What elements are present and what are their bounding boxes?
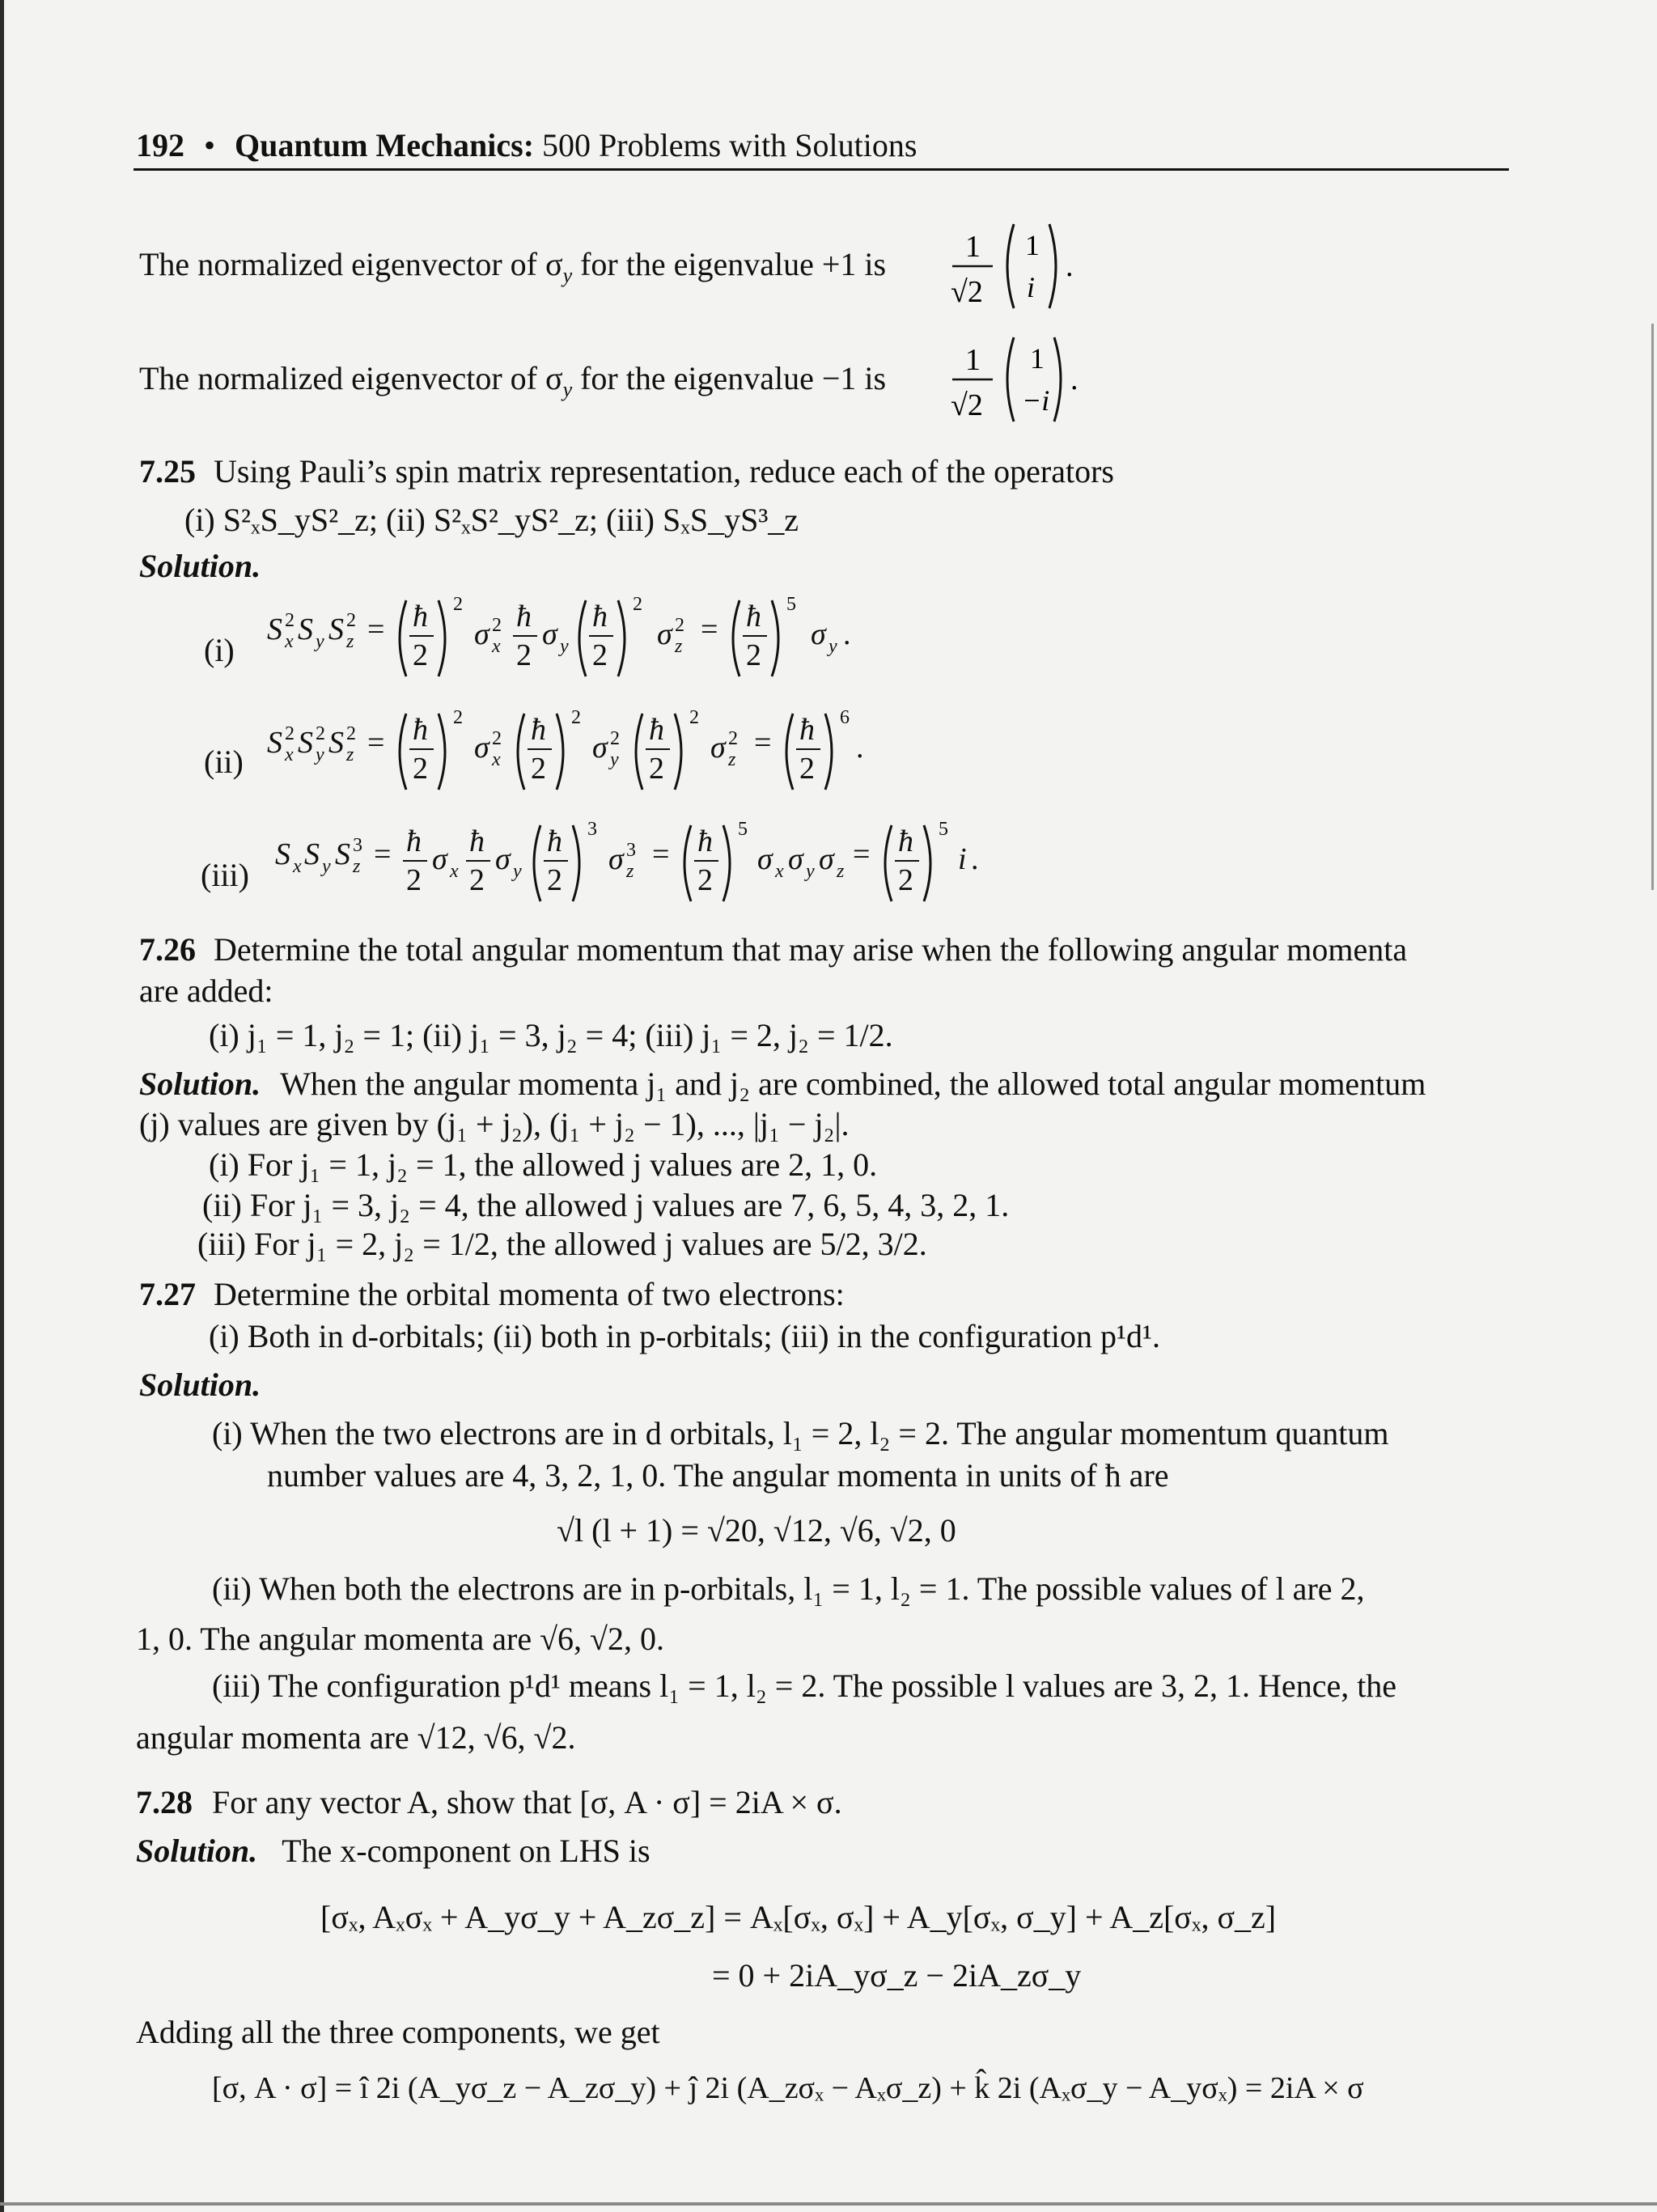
solution-7-26-line-1: [139, 1068, 1426, 1100]
svg-text:z: z: [346, 744, 354, 765]
svg-text:ħ: ħ: [746, 600, 761, 634]
page-number: 192: [136, 127, 184, 163]
svg-text:2: 2: [592, 638, 608, 672]
svg-text:2: 2: [516, 638, 532, 672]
svg-text:2: 2: [492, 728, 502, 749]
svg-text:2: 2: [453, 594, 463, 615]
left-paren-2: [1007, 337, 1014, 422]
svg-text:y: y: [322, 856, 331, 877]
svg-text:2: 2: [316, 723, 325, 744]
svg-text:2: 2: [799, 752, 815, 786]
svg-text:5: 5: [786, 594, 796, 615]
svg-text:2: 2: [492, 615, 502, 636]
eq-i-label: (i): [204, 632, 235, 668]
solution-text: When the angular momenta j₁ and j₂ are combined, the allowed total angular momentum: [280, 1066, 1426, 1102]
svg-text:x: x: [285, 744, 294, 765]
scan-left-edge: [0, 0, 4, 2212]
svg-text:2: 2: [689, 707, 699, 728]
svg-text:.: .: [856, 731, 864, 765]
svg-text:S: S: [267, 726, 282, 760]
problem-7-27: [139, 1278, 845, 1311]
svg-text:3: 3: [626, 840, 636, 861]
svg-text:σ: σ: [757, 842, 773, 876]
svg-text:x: x: [775, 861, 784, 882]
commutator-equation-2: = 0 + 2iA_yσ_z − 2iA_zσ_y: [712, 1957, 1082, 1994]
problem-7-25: [139, 453, 1114, 489]
solution-label-7-27: Solution.: [139, 1367, 261, 1403]
eq-ii-label: (ii): [204, 744, 244, 780]
scan-right-mark: [1651, 324, 1654, 890]
problem-7-28: [136, 1786, 842, 1819]
right-paren-1: [1049, 224, 1056, 308]
svg-text:σ: σ: [474, 731, 489, 765]
svg-text:ħ: ħ: [547, 824, 562, 858]
svg-text:2: 2: [453, 707, 463, 728]
frac-den-1: √2: [951, 275, 983, 309]
svg-text:.: .: [971, 842, 979, 876]
svg-text:6: 6: [840, 707, 850, 728]
solution-label-7-28: Solution.: [136, 1833, 258, 1869]
svg-text:2: 2: [413, 638, 428, 672]
svg-text:S: S: [304, 837, 320, 871]
svg-text:S: S: [298, 612, 313, 646]
svg-text:ħ: ħ: [469, 824, 485, 858]
svg-text:2: 2: [571, 707, 581, 728]
final-equation: [σ, A · σ] = î 2i (A_yσ_z − A_zσ_y) + ĵ 2i (A_zσₓ − Aₓσ_z) + k̂ 2i (Aₓσ_y − A_yσₓ) = 2iA × σ: [212, 2071, 1364, 2105]
part-iii-line-1: (iii) The configuration p¹d¹ means l₁ = 1, l₂ = 2. The possible l values are 3, 2, 1. Hence, the: [212, 1667, 1397, 1704]
svg-text:x: x: [293, 856, 302, 877]
svg-text:z: z: [728, 749, 736, 770]
svg-text:=: =: [374, 837, 392, 871]
svg-text:x: x: [285, 631, 294, 652]
problem-statement: For any vector A, show that [σ, A · σ] = 2iA × σ.: [212, 1784, 842, 1820]
svg-text:.: .: [843, 617, 851, 651]
equation-i: [267, 589, 1076, 686]
svg-text:2: 2: [469, 863, 485, 897]
vec2-top: 1: [1030, 342, 1045, 375]
solution-text: The x-component on LHS is: [282, 1833, 651, 1869]
svg-text:=: =: [853, 837, 871, 871]
solution-label-7-25: Solution.: [139, 548, 261, 584]
svg-text:2: 2: [728, 728, 738, 749]
commutator-equation-1: [σₓ, Aₓσₓ + A_yσ_y + A_zσ_z] = Aₓ[σₓ, σₓ] + A_y[σₓ, σ_y] + A_z[σₓ, σ_z]: [320, 1899, 1277, 1935]
running-header: [136, 129, 917, 162]
adding-components-text: Adding all the three components, we get: [136, 2014, 660, 2050]
eigenvector-minus-one: [951, 328, 1129, 433]
svg-text:x: x: [450, 861, 459, 882]
eigen-line-1-text: The normalized eigenvector of σ: [139, 246, 563, 282]
right-paren-2: [1054, 337, 1061, 422]
svg-text:S: S: [267, 612, 282, 646]
svg-text:2: 2: [346, 610, 356, 631]
svg-text:2: 2: [547, 863, 562, 897]
svg-text:y: y: [560, 636, 569, 657]
svg-text:=: =: [652, 837, 670, 871]
svg-text:ħ: ħ: [697, 824, 713, 858]
svg-text:2: 2: [675, 615, 684, 636]
svg-text:σ: σ: [495, 842, 511, 876]
svg-text:ħ: ħ: [413, 713, 428, 747]
frac-num-2: 1: [965, 343, 981, 377]
answer-i: (i) For j₁ = 1, j₂ = 1, the allowed j values are 2, 1, 0.: [209, 1146, 878, 1183]
equation-iii: [275, 814, 1084, 911]
svg-text:y: y: [316, 744, 324, 765]
svg-text:ħ: ħ: [516, 600, 532, 634]
problem-statement: Determine the total angular momentum that may arise when the following angular momenta: [214, 931, 1408, 968]
svg-text:2: 2: [697, 863, 713, 897]
svg-text:ħ: ħ: [898, 824, 913, 858]
answer-iii: (iii) For j₁ = 2, j₂ = 1/2, the allowed j values are 5/2, 3/2.: [197, 1226, 927, 1262]
part-iii-line-2: angular momenta are √12, √6, √2.: [136, 1719, 576, 1756]
part-i-equation: √l (l + 1) = √20, √12, √6, √2, 0: [557, 1512, 956, 1549]
frac-den-2: √2: [951, 388, 983, 422]
frac-num-1: 1: [965, 230, 981, 264]
problem-7-25-parts: (i) S²ₓS_yS²_z; (ii) S²ₓS²_yS²_z; (iii) SₓS_yS³_z: [184, 502, 799, 538]
svg-text:=: =: [367, 612, 385, 646]
problem-number: 7.27: [139, 1276, 196, 1312]
svg-text:=: =: [701, 612, 718, 646]
svg-text:z: z: [675, 636, 683, 657]
vec1-bottom: i: [1027, 271, 1036, 303]
answer-ii: (ii) For j₁ = 3, j₂ = 4, the allowed j values are 7, 6, 5, 4, 3, 2, 1.: [202, 1187, 1010, 1223]
svg-text:2: 2: [746, 638, 761, 672]
eigenvector-plus-one: [951, 214, 1129, 320]
svg-text:σ: σ: [710, 731, 726, 765]
svg-text:ħ: ħ: [413, 600, 428, 634]
svg-text:2: 2: [531, 752, 546, 786]
svg-text:2: 2: [285, 610, 295, 631]
book-subtitle: 500 Problems with Solutions: [542, 127, 917, 163]
equation-ii: [267, 702, 1076, 799]
svg-text:σ: σ: [474, 617, 489, 651]
problem-7-26-parts: (i) j₁ = 1, j₂ = 1; (ii) j₁ = 3, j₂ = 4; (iii) j₁ = 2, j₂ = 1/2.: [209, 1017, 893, 1053]
svg-text:y: y: [316, 631, 324, 652]
svg-text:σ: σ: [432, 842, 447, 876]
eigen-line-2-sub: y: [562, 378, 573, 401]
svg-text:2: 2: [406, 863, 422, 897]
period-2: .: [1070, 362, 1079, 396]
problem-7-26: [139, 931, 1408, 968]
svg-text:σ: σ: [608, 842, 624, 876]
scan-bottom-edge: [0, 2202, 1657, 2206]
left-paren-1: [1007, 224, 1014, 308]
svg-text:y: y: [828, 636, 837, 657]
eigen-line-2-rest: for the eigenvalue −1 is: [580, 360, 887, 396]
problem-statement: Determine the orbital momenta of two electrons:: [214, 1276, 845, 1312]
svg-text:2: 2: [610, 728, 620, 749]
header-rule: [133, 168, 1509, 171]
svg-text:2: 2: [633, 594, 642, 615]
svg-text:i: i: [958, 842, 967, 876]
svg-text:5: 5: [939, 819, 948, 840]
problem-number: 7.28: [136, 1784, 193, 1820]
svg-text:z: z: [346, 631, 354, 652]
part-i-line-1: (i) When the two electrons are in d orbitals, l₁ = 2, l₂ = 2. The angular momentum quantum: [212, 1415, 1389, 1451]
svg-text:σ: σ: [819, 842, 834, 876]
svg-text:σ: σ: [592, 731, 608, 765]
svg-text:2: 2: [346, 723, 356, 744]
svg-text:ħ: ħ: [649, 713, 664, 747]
svg-text:3: 3: [587, 819, 597, 840]
svg-text:S: S: [335, 837, 350, 871]
part-ii-line-1: (ii) When both the electrons are in p-orbitals, l₁ = 1, l₂ = 1. The possible values of l are 2,: [212, 1570, 1365, 1607]
solution-label-7-26: Solution.: [139, 1066, 261, 1102]
svg-text:=: =: [367, 726, 385, 760]
book-title: Quantum Mechanics:: [235, 127, 535, 163]
problem-7-27-parts: (i) Both in d-orbitals; (ii) both in p-orbitals; (iii) in the configuration p¹d¹.: [209, 1318, 1161, 1354]
svg-text:ħ: ħ: [531, 713, 546, 747]
svg-text:=: =: [754, 726, 772, 760]
eigen-line-2: [139, 362, 886, 400]
svg-text:y: y: [610, 749, 619, 770]
svg-text:y: y: [513, 861, 522, 882]
problem-number: 7.25: [139, 453, 196, 489]
part-i-line-2: number values are 4, 3, 2, 1, 0. The angular momenta in units of ħ are: [267, 1457, 1169, 1494]
svg-text:σ: σ: [657, 617, 672, 651]
svg-text:y: y: [806, 861, 815, 882]
svg-text:5: 5: [738, 819, 748, 840]
eigen-line-1: [139, 248, 886, 286]
svg-text:x: x: [492, 636, 501, 657]
eigen-line-1-rest: for the eigenvalue +1 is: [580, 246, 887, 282]
svg-text:σ: σ: [788, 842, 803, 876]
problem-statement-cont: are added:: [139, 973, 273, 1009]
problem-statement: Using Pauli’s spin matrix representation, reduce each of the operators: [214, 453, 1114, 489]
svg-text:x: x: [492, 749, 501, 770]
svg-text:2: 2: [649, 752, 664, 786]
svg-text:ħ: ħ: [799, 713, 815, 747]
svg-text:S: S: [275, 837, 290, 871]
problem-number: 7.26: [139, 931, 196, 968]
svg-text:σ: σ: [542, 617, 557, 651]
svg-text:z: z: [353, 856, 361, 877]
svg-text:S: S: [328, 612, 344, 646]
eigen-line-2-text: The normalized eigenvector of σ: [139, 360, 563, 396]
part-ii-line-2: 1, 0. The angular momenta are √6, √2, 0.: [136, 1621, 664, 1657]
header-bullet: •: [204, 127, 216, 163]
eigen-line-1-sub: y: [562, 264, 573, 287]
eq-iii-label: (iii): [201, 857, 249, 893]
vec2-bottom: −i: [1022, 384, 1050, 417]
svg-text:S: S: [298, 726, 313, 760]
svg-text:ħ: ħ: [406, 824, 422, 858]
solution-7-28-line: [136, 1835, 651, 1867]
svg-text:3: 3: [353, 835, 362, 856]
solution-7-26-line-2: (j) values are given by (j₁ + j₂), (j₁ + j₂ − 1), ..., |j₁ − j₂|.: [139, 1106, 850, 1142]
period-1: .: [1066, 249, 1074, 283]
svg-text:2: 2: [285, 723, 295, 744]
svg-text:σ: σ: [811, 617, 826, 651]
svg-text:z: z: [837, 861, 845, 882]
svg-text:2: 2: [898, 863, 913, 897]
svg-text:z: z: [626, 861, 634, 882]
svg-text:ħ: ħ: [592, 600, 608, 634]
svg-text:2: 2: [413, 752, 428, 786]
vec1-top: 1: [1025, 229, 1040, 261]
svg-text:S: S: [328, 726, 344, 760]
